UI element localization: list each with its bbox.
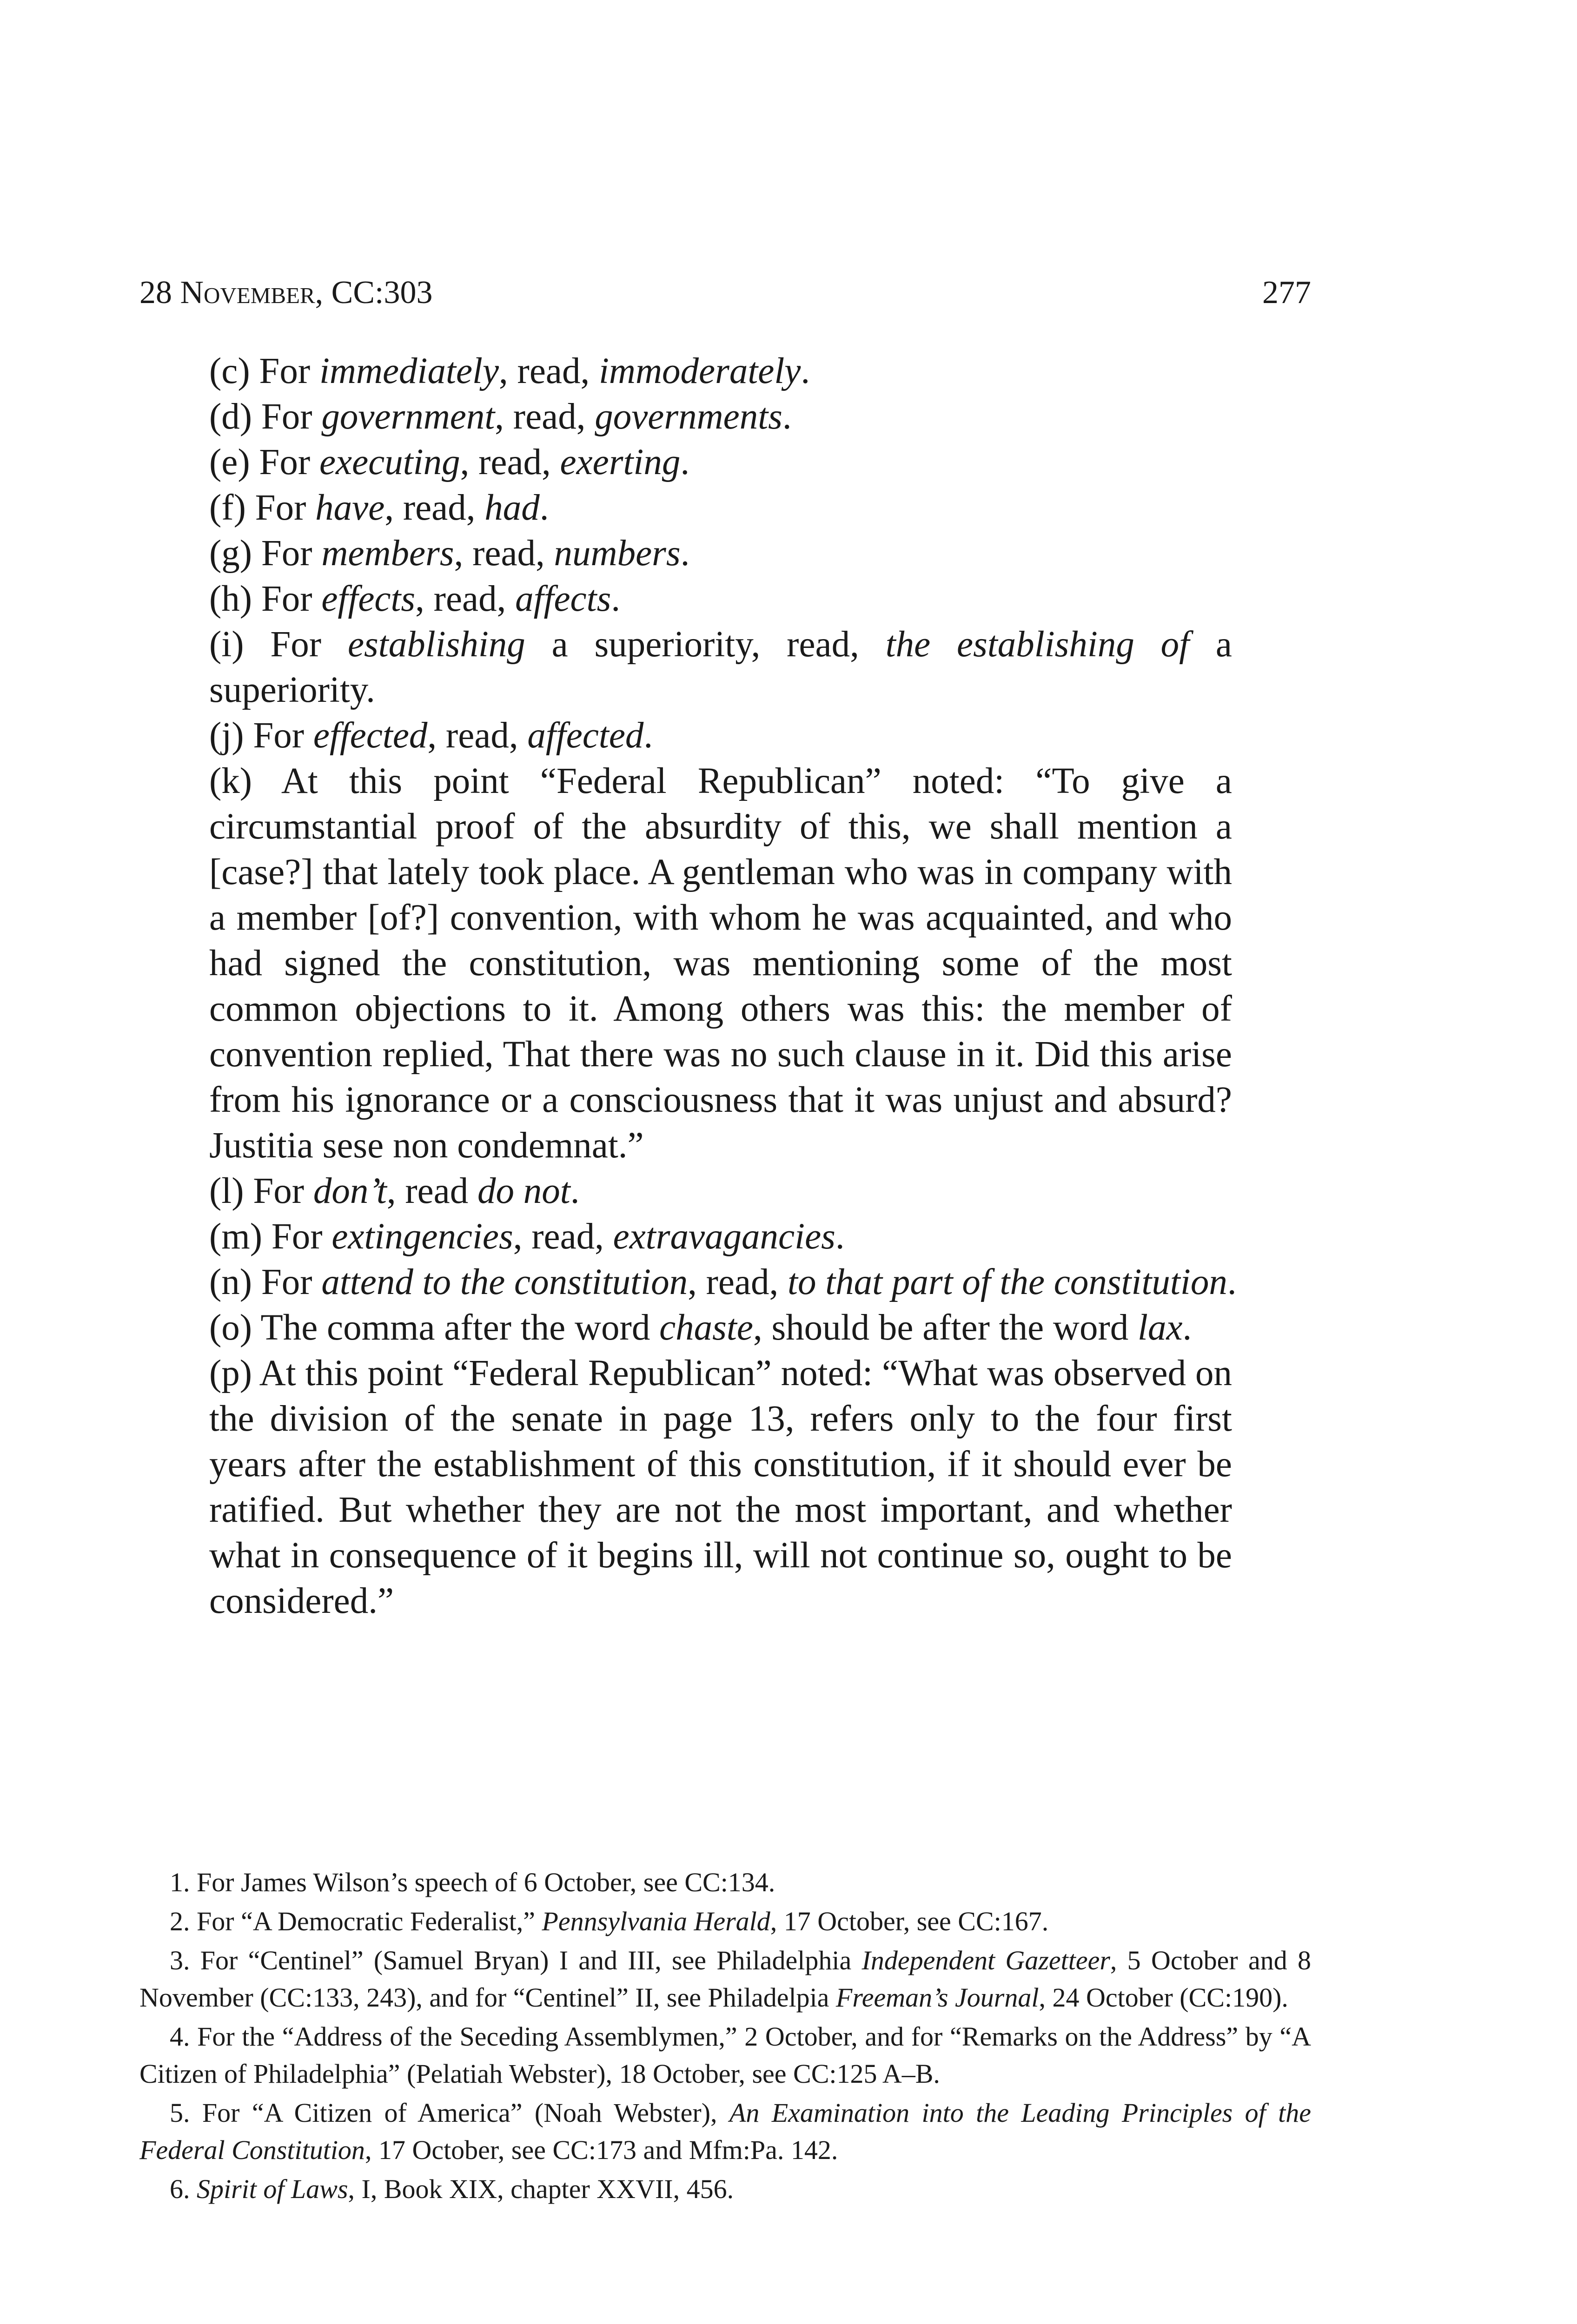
note-d: (d) For government, read, governments. <box>209 396 792 437</box>
page-header <box>139 267 1311 318</box>
footnote-6: 6. Spirit of Laws, I, Book XIX, chapter XXVII, 456. <box>170 2174 734 2204</box>
note-j: (j) For effected, read, affected. <box>209 715 653 756</box>
running-head: 28 November, CC:303 <box>139 275 433 310</box>
note-l: (l) For don’t, read do not. <box>209 1171 580 1211</box>
note-n: (n) For attend to the constitution, read, to that part of the constitution. <box>209 1262 1237 1302</box>
note-p: (p) At this point “Federal Republican” noted: “What was observed on the division of the senate in page 13, refers only to the four first years after the establishment of this constitution, if it should ever be ratified. But whether they are not the most important, and whether what in consequence of it begins ill, will not continue so, ought to be considered.” <box>209 1353 1232 1621</box>
footnote-4: 4. For the “Address of the Seceding Assemblymen,” 2 October, and for “Remarks on the Address” by “A Citizen of Philadelphia” (Pelatiah Webster), 18 October, see CC:125 A–B. <box>139 2021 1311 2089</box>
note-c: (c) For immediately, read, immoderately. <box>209 351 810 391</box>
footnotes <box>139 1864 1311 2210</box>
note-g: (g) For members, read, numbers. <box>209 533 690 574</box>
note-h: (h) For effects, read, affects. <box>209 579 621 619</box>
footnote-5: 5. For “A Citizen of America” (Noah Webster), An Examination into the Leading Principles of the Federal Constitution, 17 October, see CC:173 and Mfm:Pa. 142. <box>139 2098 1311 2165</box>
note-m: (m) For extingencies, read, extravagancies. <box>209 1216 845 1257</box>
footnote-3: 3. For “Centinel” (Samuel Bryan) I and III, see Philadelphia Independent Gazetteer, 5 October and 8 November (CC:133, 243), and for “Centinel” II, see Philadelpia Freeman’s Journal, 24 October (CC:190). <box>139 1945 1311 2013</box>
note-k: (k) At this point “Federal Republican” noted: “To give a circumstantial proof of the absurdity of this, we shall mention a [case?] that lately took place. A gentleman who was in company with a member [of?] convention, with whom he was acquainted, and who had signed the constitution, was mentioning some of the most common objections to it. Among others was this: the member of convention replied, That there was no such clause in it. Did this arise from his ignorance or a consciousness that it was unjust and absurd? Justitia sese non condemnat.” <box>209 761 1232 1166</box>
footnote-1: 1. For James Wilson’s speech of 6 October, see CC:134. <box>170 1867 775 1897</box>
note-i: (i) For establishing a superiority, read, the establishing of a superiority. <box>209 624 1232 710</box>
note-f: (f) For have, read, had. <box>209 488 549 528</box>
footnote-2: 2. For “A Democratic Federalist,” Pennsylvania Herald, 17 October, see CC:167. <box>170 1906 1049 1936</box>
note-e: (e) For executing, read, exerting. <box>209 442 690 482</box>
editorial-notes <box>209 349 1237 1624</box>
page-number: 277 <box>1262 275 1311 310</box>
note-o: (o) The comma after the word chaste, should be after the word lax. <box>209 1307 1192 1348</box>
